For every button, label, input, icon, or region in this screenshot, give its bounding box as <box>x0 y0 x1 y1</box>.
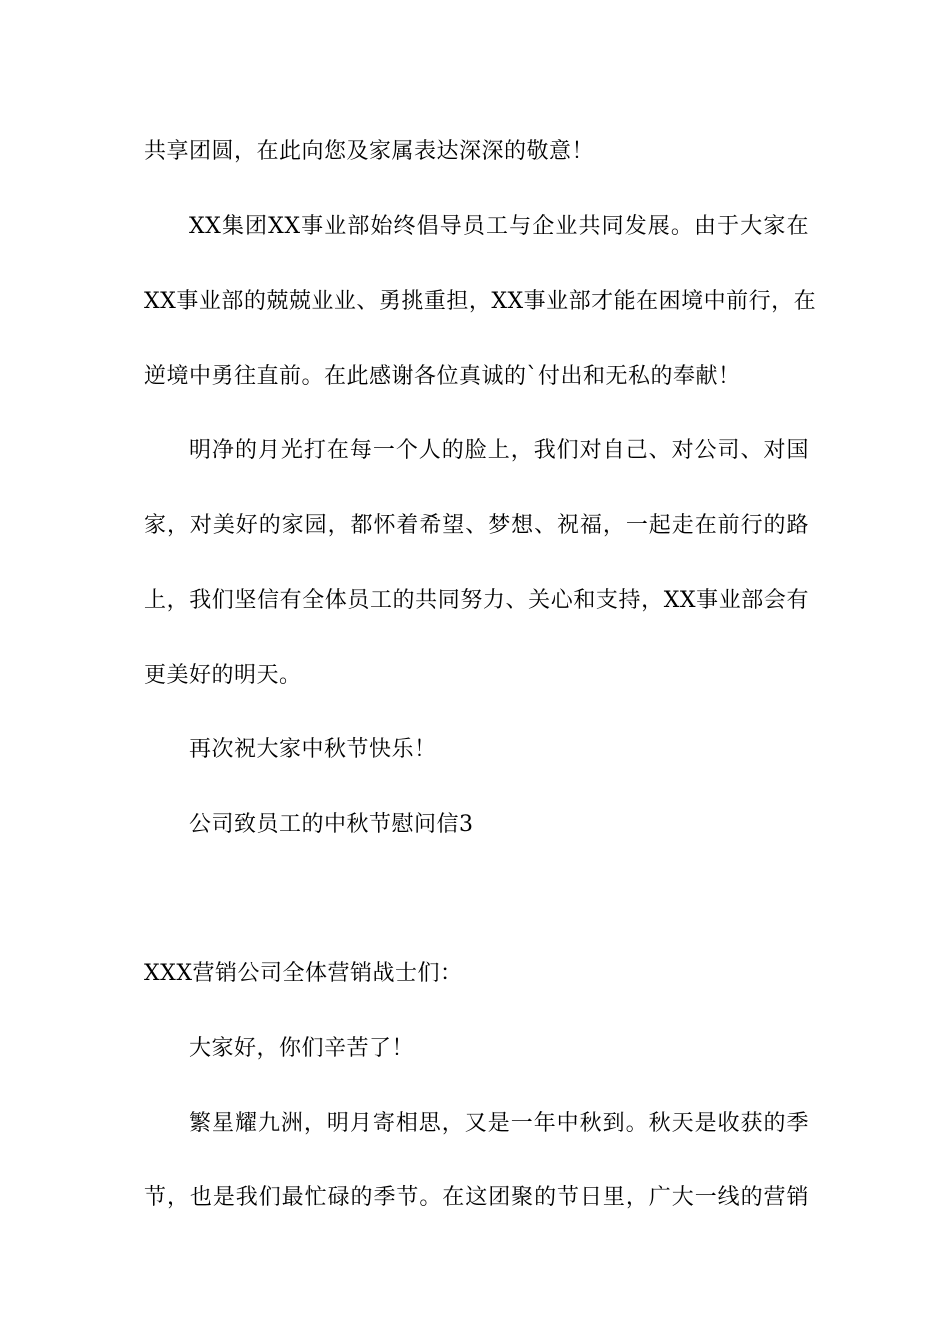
greeting-line: 大家好，你们辛苦了！ <box>189 1036 415 1061</box>
paragraph-line: 更美好的明天。 <box>144 663 302 688</box>
paragraph-line: 繁星耀九洲，明月寄相思，又是一年中秋到。秋天是收获的季 <box>189 1111 809 1136</box>
paragraph-line: 节，也是我们最忙碌的季节。在这团聚的节日里，广大一线的营销 <box>144 1185 809 1210</box>
section-heading: 公司致员工的中秋节慰问信3 <box>189 812 474 837</box>
paragraph-line: 家，对美好的家园，都怀着希望、梦想、祝福，一起走在前行的路 <box>144 513 809 538</box>
paragraph-line: XX事业部的兢兢业业、勇挑重担，XX事业部才能在困境中前行，在 <box>144 289 817 314</box>
paragraph-line: XX集团XX事业部始终倡导员工与企业共同发展。由于大家在 <box>189 214 809 239</box>
paragraph-line: 再次祝大家中秋节快乐！ <box>189 737 437 762</box>
paragraph-line: 共享团圆，在此向您及家属表达深深的敬意！ <box>144 139 595 164</box>
salutation: XXX营销公司全体营销战士们： <box>144 961 463 986</box>
paragraph-line: 上，我们坚信有全体员工的共同努力、关心和支持，XX事业部会有 <box>144 588 809 613</box>
paragraph-line: 逆境中勇往直前。在此感谢各位真诚的`付出和无私的奉献！ <box>144 364 741 389</box>
paragraph-line: 明净的月光打在每一个人的脸上，我们对自己、对公司、对国 <box>189 438 809 463</box>
